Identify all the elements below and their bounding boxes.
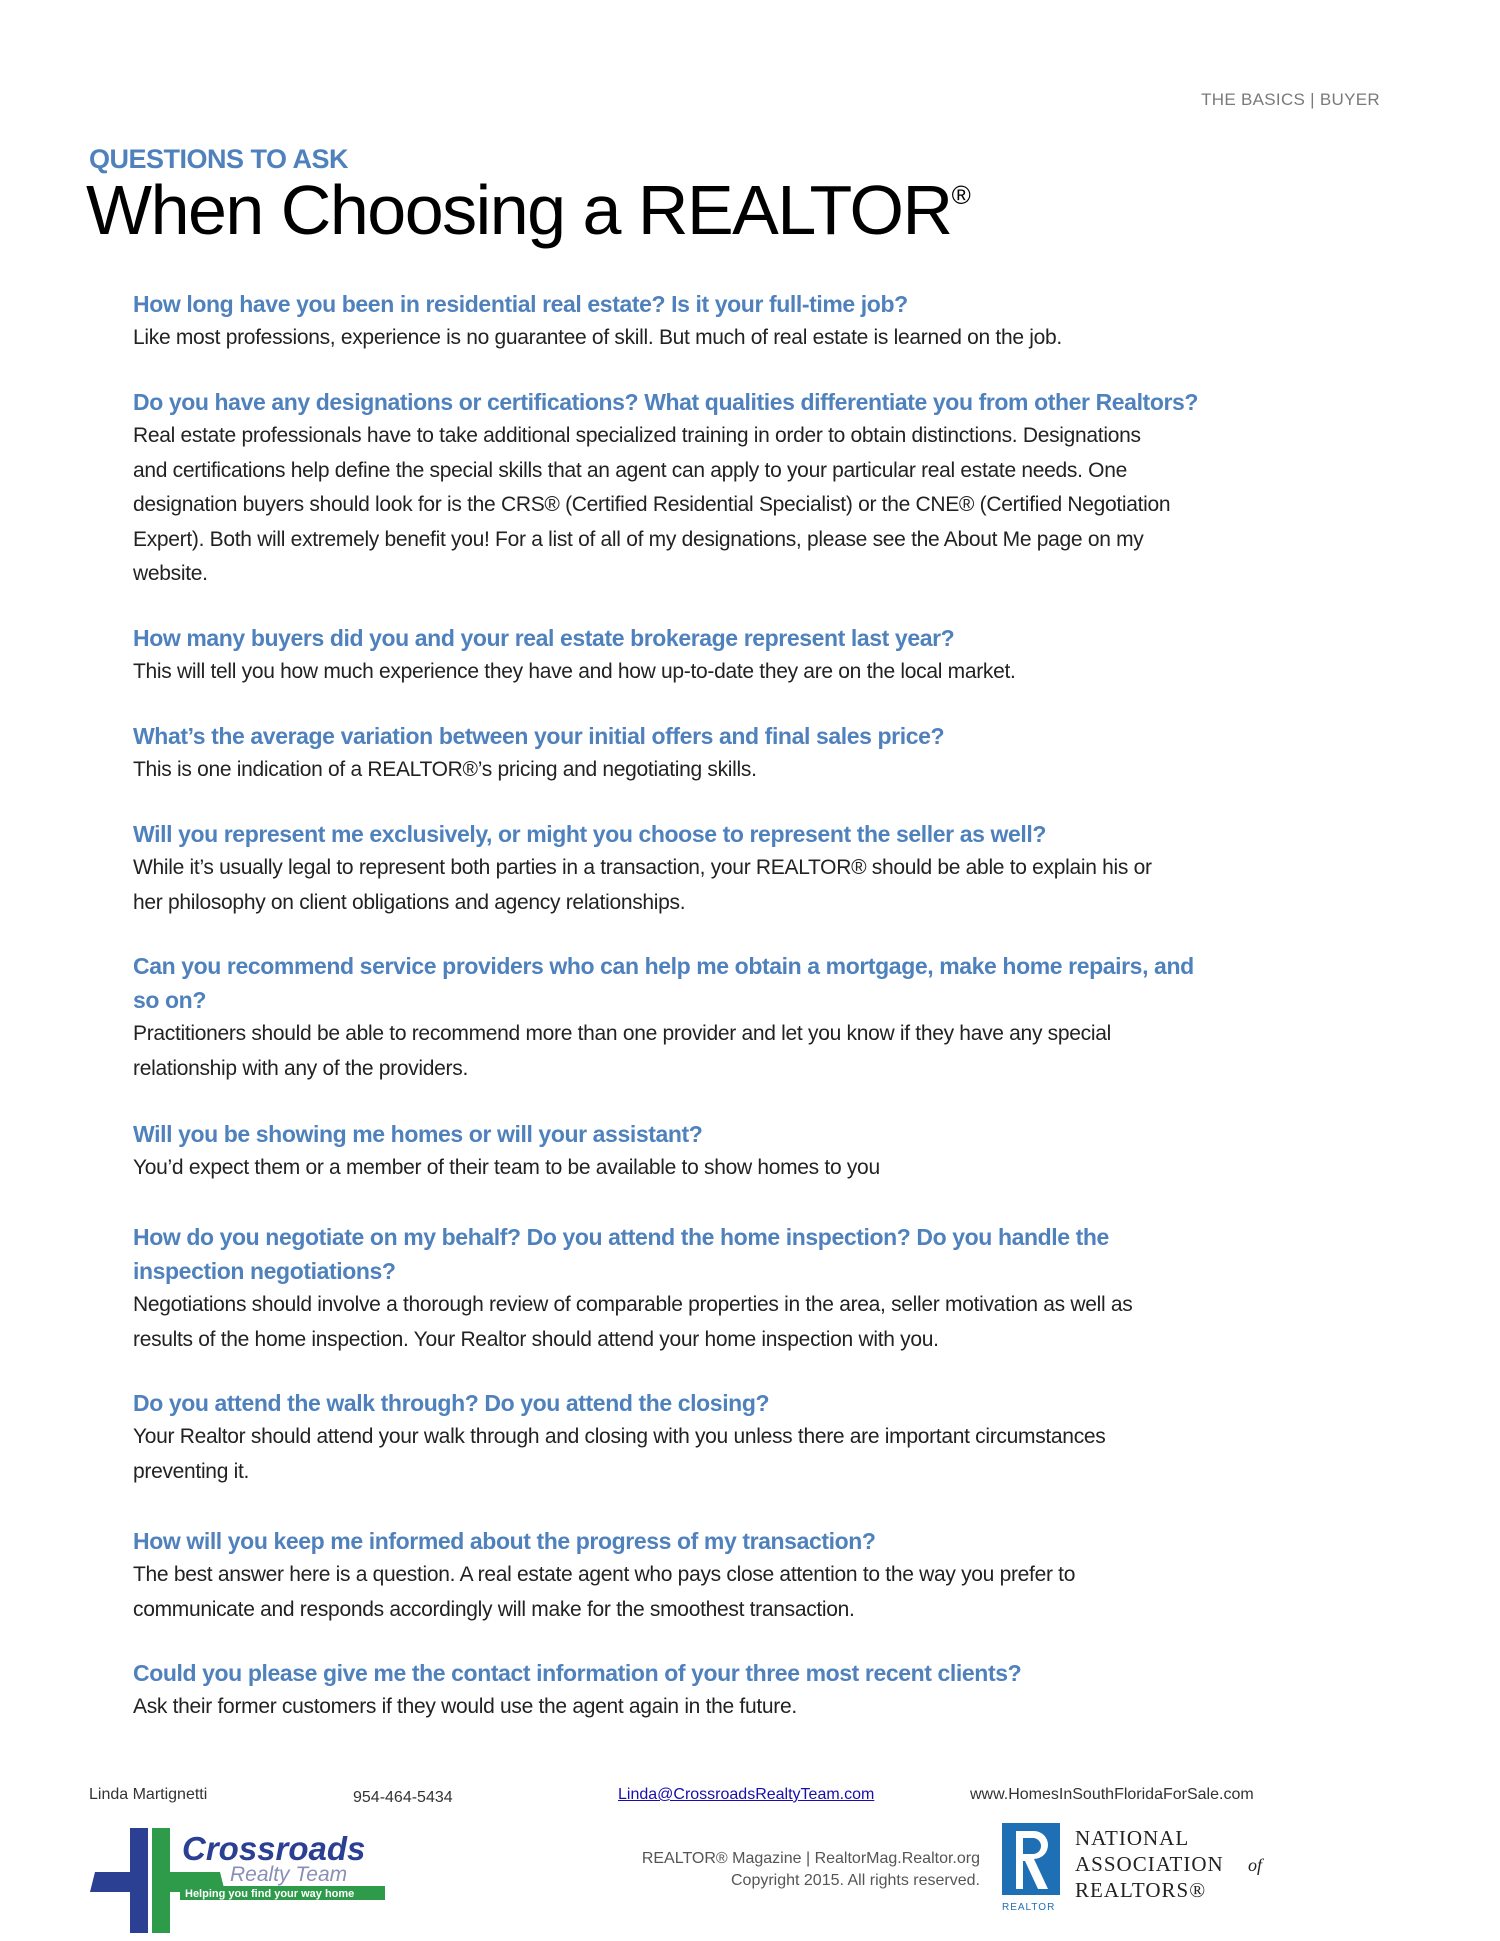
question-item: [133, 287, 1333, 356]
registered-mark: ®: [951, 180, 970, 210]
copyright-line: Copyright 2015. All rights reserved.: [730, 1872, 980, 1889]
answer-text: communicate and responds accordingly will make for the smoothest transaction.: [133, 1597, 855, 1621]
answer-text: Ask their former customers if they would use the agent again in the future.: [133, 1695, 797, 1718]
answer-text: preventing it.: [133, 1459, 250, 1483]
magazine-line: REALTOR® Magazine | RealtorMag.Realtor.org: [641, 1850, 980, 1867]
svg-text:Realty Team: Realty Team: [230, 1863, 348, 1886]
question-item: [133, 1386, 1333, 1489]
question-item: [133, 817, 1333, 920]
answer-text: Real estate professionals have to take additional specialized training in order to obtain distinctions. Designations: [133, 424, 1141, 447]
question-heading: How do you negotiate on my behalf? Do you attend the home inspection? Do you handle the: [133, 1224, 1109, 1250]
question-item: [133, 621, 1333, 690]
question-heading: so on?: [133, 987, 206, 1013]
question-heading: Could you please give me the contact information of your three most recent clients?: [133, 1660, 1022, 1686]
question-heading: Do you attend the walk through? Do you attend the closing?: [133, 1390, 770, 1416]
magazine-credit: [620, 1848, 980, 1892]
svg-text:Helping you find your way home: Helping you find your way home: [185, 1888, 355, 1900]
answer-text: While it’s usually legal to represent both parties in a transaction, your REALTOR® should be able to explain his or: [133, 856, 1152, 879]
answer-text: This will tell you how much experience they have and how up-to-date they are on the local market.: [133, 660, 1016, 683]
question-heading: How will you keep me informed about the progress of my transaction?: [133, 1528, 876, 1554]
svg-text:REALTOR: REALTOR: [1002, 1902, 1056, 1913]
question-item: [133, 1524, 1333, 1627]
answer-text: Negotiations should involve a thorough review of comparable properties in the area, seller motivation as well as: [133, 1293, 1133, 1316]
agent-website: www.HomesInSouthFloridaForSale.com: [970, 1786, 1254, 1803]
question-item: [133, 1656, 1333, 1725]
svg-text:ASSOCIATION: ASSOCIATION: [1075, 1852, 1224, 1876]
page-title: [86, 170, 969, 250]
answer-text: designation buyers should look for is the CRS® (Certified Residential Specialist) or the CNE® (Certified Negotiation: [133, 493, 1171, 516]
agent-name: Linda Martignetti: [89, 1786, 208, 1803]
question-heading: How long have you been in residential real estate? Is it your full-time job?: [133, 291, 908, 317]
answer-text: The best answer here is a question. A real estate agent who pays close attention to the way you prefer to: [133, 1563, 1076, 1586]
answer-text: This is one indication of a REALTOR®’s pricing and negotiating skills.: [133, 758, 757, 781]
question-heading: How many buyers did you and your real estate brokerage represent last year?: [133, 625, 955, 651]
answer-text: Practitioners should be able to recommend more than one provider and let you know if they have any special: [133, 1022, 1111, 1045]
kicker-heading: QUESTIONS TO ASK: [89, 144, 349, 174]
section-tag: THE BASICS | BUYER: [1201, 90, 1380, 109]
question-heading: Will you represent me exclusively, or might you choose to represent the seller as well?: [133, 821, 1046, 847]
answer-text: Like most professions, experience is no guarantee of skill. But much of real estate is learned on the job.: [133, 326, 1062, 349]
answer-text: and certifications help define the special skills that an agent can apply to your particular real estate needs. One: [133, 458, 1127, 482]
svg-text:NATIONAL: NATIONAL: [1075, 1826, 1190, 1850]
question-item: [133, 1220, 1333, 1357]
answer-text: Expert). Both will extremely benefit you! For a list of all of my designations, please see the About Me page on my: [133, 527, 1144, 551]
answer-text: Your Realtor should attend your walk through and closing with you unless there are important circumstances: [133, 1425, 1106, 1448]
question-item: [133, 1117, 1333, 1186]
question-item: [133, 719, 1333, 788]
svg-text:REALTORS®: REALTORS®: [1075, 1878, 1207, 1902]
answer-text: relationship with any of the providers.: [133, 1056, 468, 1080]
question-item: [133, 949, 1333, 1086]
title-text: When Choosing a REALTOR: [86, 171, 952, 249]
answer-text: website.: [133, 562, 208, 585]
nar-logo: [1000, 1815, 1300, 1935]
answer-text: results of the home inspection. Your Realtor should attend your home inspection with you.: [133, 1327, 939, 1351]
question-heading: What’s the average variation between your initial offers and final sales price?: [133, 723, 945, 749]
svg-text:of: of: [1248, 1855, 1263, 1875]
question-item: [133, 385, 1333, 592]
answer-text: her philosophy on client obligations and agency relationships.: [133, 890, 686, 914]
question-heading: Do you have any designations or certifications? What qualities differentiate you from other Realtors?: [133, 389, 1199, 415]
agent-phone: 954-464-5434: [353, 1789, 453, 1806]
email-link[interactable]: Linda@CrossroadsRealtyTeam.com: [618, 1786, 875, 1803]
answer-text: You’d expect them or a member of their team to be available to show homes to you: [133, 1156, 880, 1179]
crossroads-logo: [90, 1820, 400, 1935]
question-heading: inspection negotiations?: [133, 1258, 396, 1284]
agent-email-link[interactable]: [618, 1786, 874, 1804]
svg-text:Crossroads: Crossroads: [182, 1830, 366, 1867]
question-heading: Will you be showing me homes or will your assistant?: [133, 1121, 703, 1147]
question-heading: Can you recommend service providers who can help me obtain a mortgage, make home repairs, and: [133, 953, 1194, 979]
